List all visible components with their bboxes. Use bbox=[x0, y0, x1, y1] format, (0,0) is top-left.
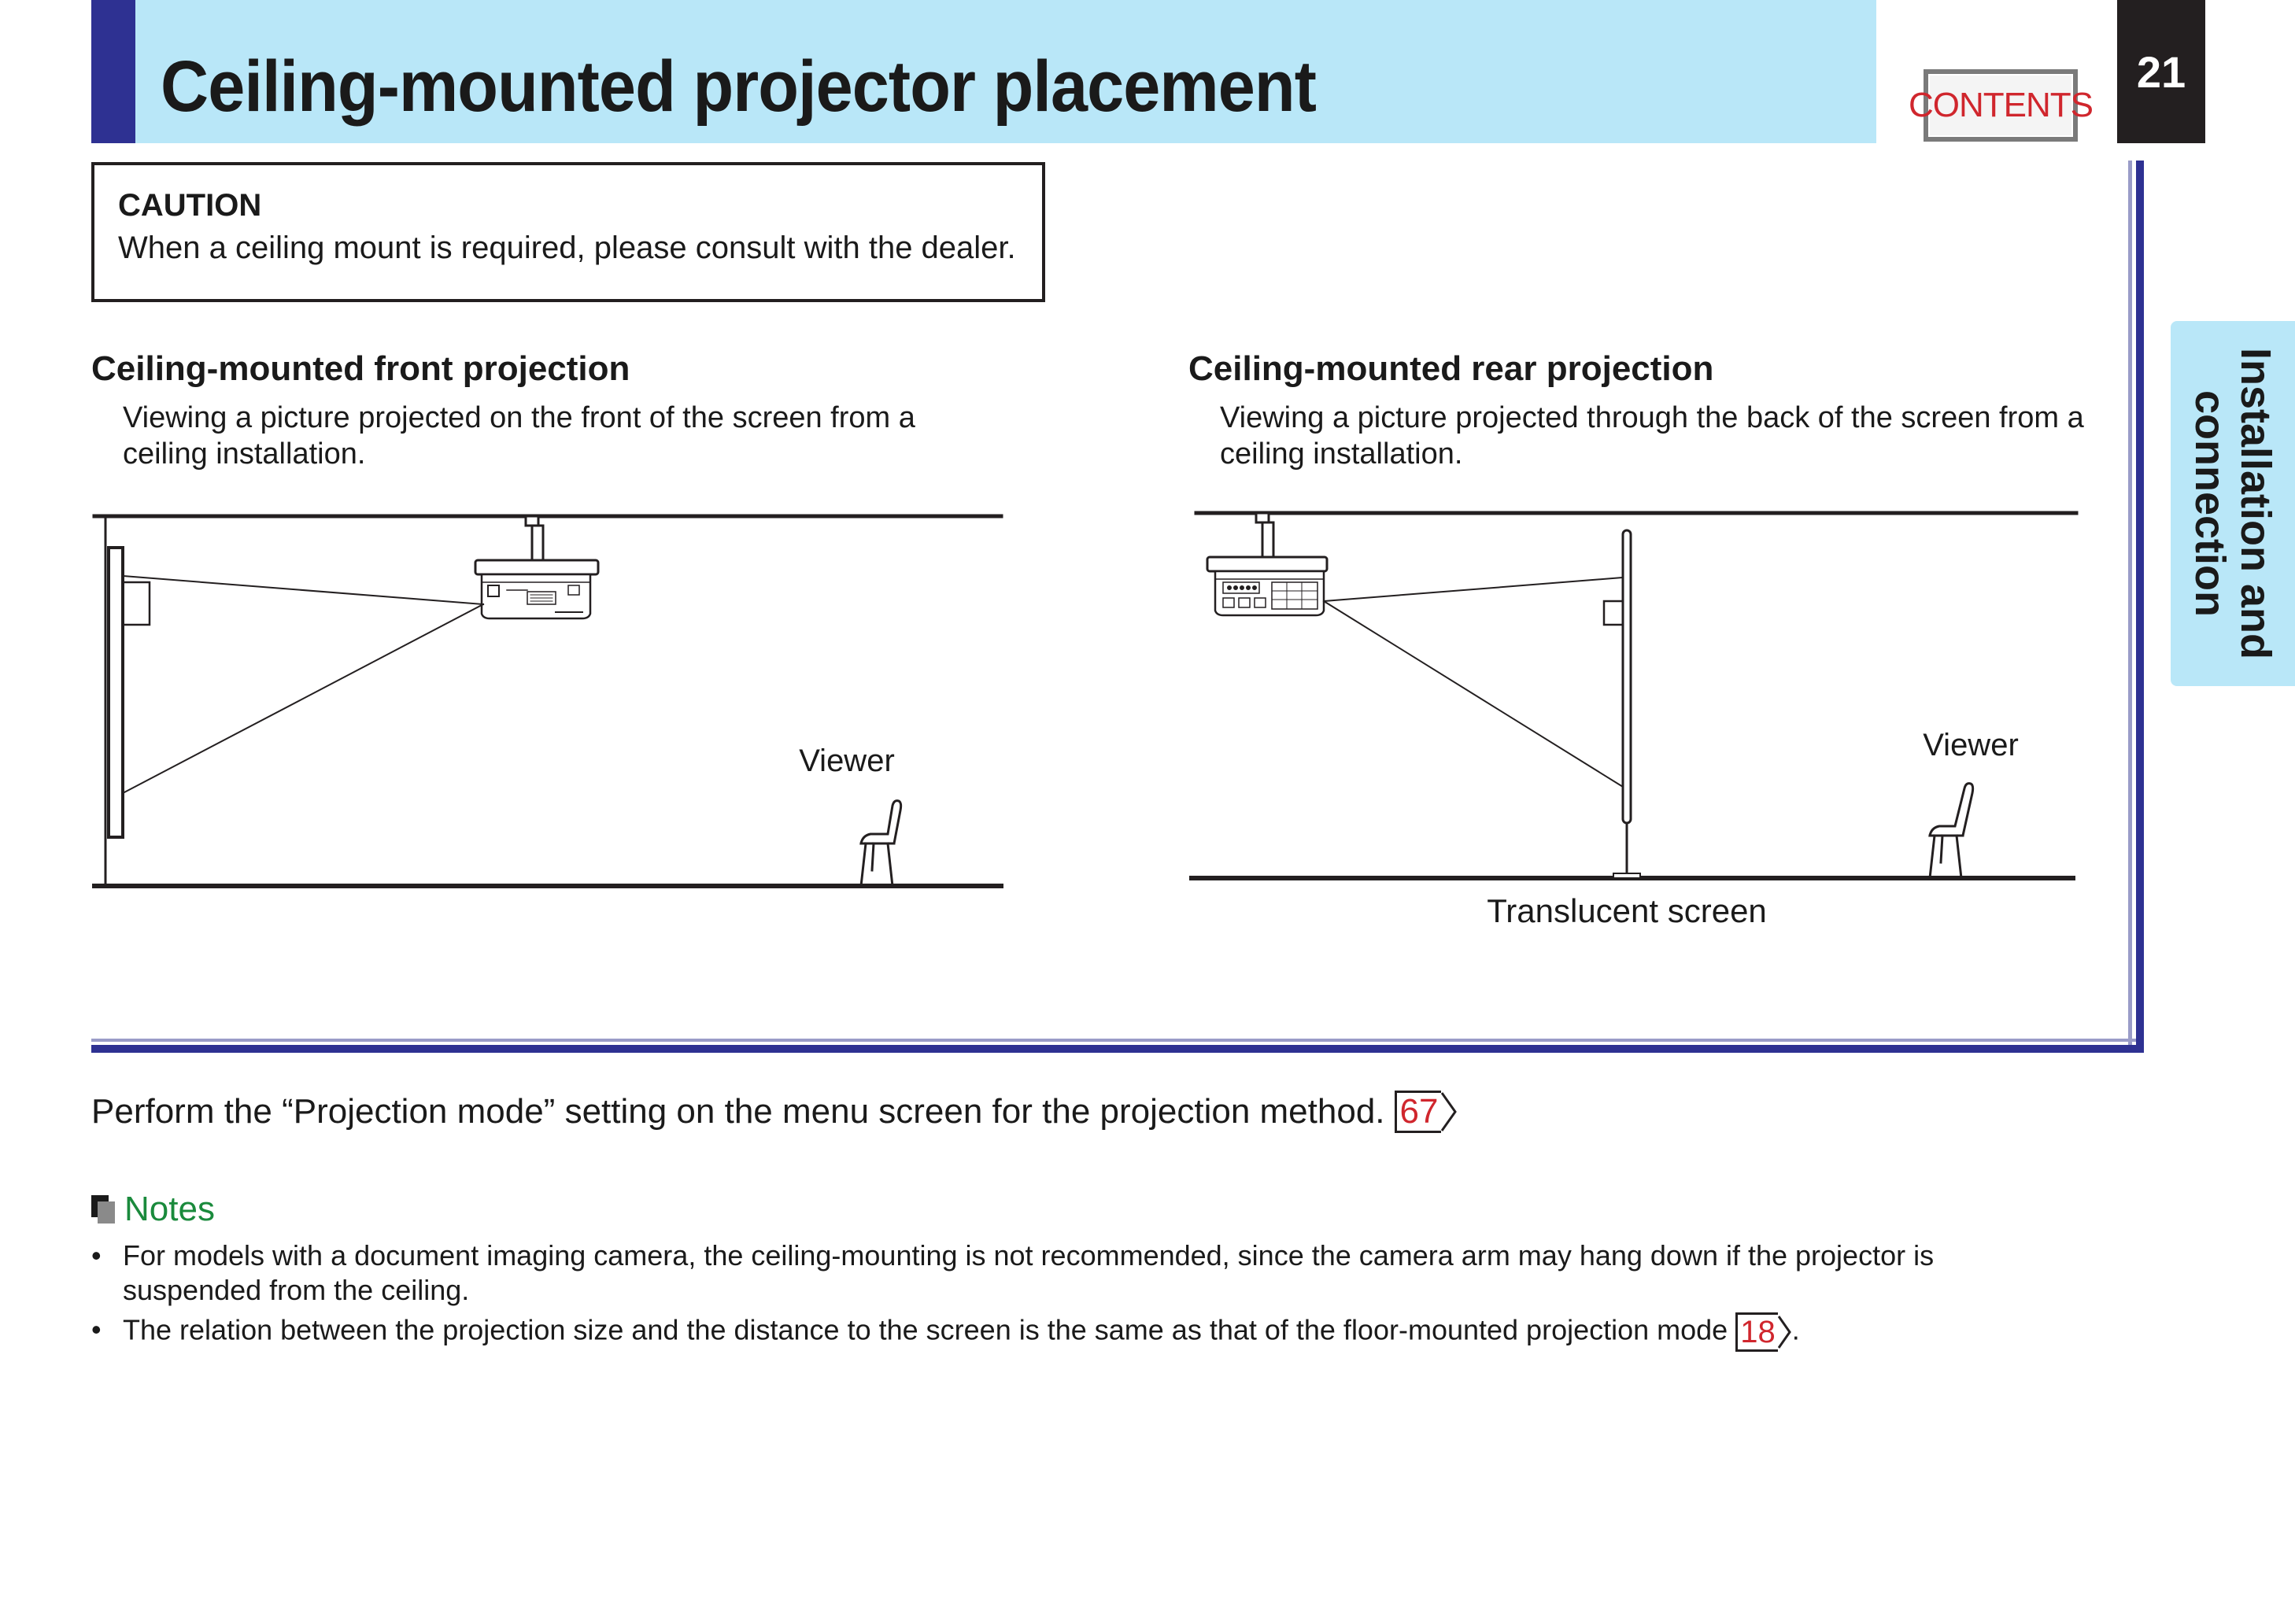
section-tab-line2: connection bbox=[2186, 389, 2234, 618]
ceiling-mount-pole bbox=[532, 526, 543, 560]
front-viewer-label: Viewer bbox=[799, 744, 895, 778]
page-title: Ceiling-mounted projector placement bbox=[161, 46, 1316, 127]
beam-top bbox=[1324, 578, 1623, 601]
screen bbox=[109, 548, 123, 837]
page-ref-link-67[interactable] bbox=[1395, 1091, 1459, 1133]
note-item bbox=[91, 1238, 2106, 1308]
frame-line-right-thick bbox=[2136, 161, 2144, 1053]
bullet: • bbox=[91, 1313, 102, 1345]
notes-icon bbox=[91, 1195, 115, 1224]
chevron-right-icon bbox=[1778, 1315, 1792, 1349]
screen-stand-base bbox=[1613, 873, 1640, 878]
frame-line-bottom-thin bbox=[91, 1039, 2136, 1042]
header-accent-stripe bbox=[91, 0, 135, 143]
screen-bracket bbox=[1604, 601, 1623, 625]
note-2-tail: . bbox=[1791, 1313, 1800, 1346]
ceiling-mount-pole bbox=[1262, 522, 1273, 557]
section-tab-line1: Installation and bbox=[2232, 347, 2280, 660]
viewer-chair bbox=[861, 801, 901, 886]
translucent-screen bbox=[1623, 530, 1631, 823]
rear-viewer-label: Viewer bbox=[1923, 728, 2019, 762]
notes-heading bbox=[91, 1190, 215, 1229]
projection-mode-text: Perform the “Projection mode” setting on the menu screen for the projection method. bbox=[91, 1092, 1385, 1131]
front-projection-diagram bbox=[87, 504, 1015, 897]
page-ref-number: 67 bbox=[1395, 1091, 1442, 1133]
page-ref-link-18[interactable]: 18 bbox=[1735, 1312, 1778, 1352]
note-1-line2: suspended from the ceiling. bbox=[123, 1274, 470, 1306]
section-tab-label bbox=[2171, 321, 2295, 686]
caution-text: When a ceiling mount is required, please consult with the dealer. bbox=[118, 231, 1016, 265]
screen-bracket bbox=[123, 582, 150, 625]
rear-projection-description bbox=[1220, 400, 2084, 472]
chevron-right-icon bbox=[1441, 1091, 1458, 1133]
rear-projection-diagram bbox=[1184, 504, 2112, 944]
beam-top bbox=[123, 576, 483, 604]
beam-bottom bbox=[1324, 601, 1623, 787]
rear-description-line2: ceiling installation. bbox=[1220, 437, 1463, 471]
note-2-text: The relation between the projection size and the distance to the screen is the same as that of the floor-mounted projection mode bbox=[123, 1313, 1728, 1346]
beam-bottom bbox=[123, 604, 483, 793]
frame-line-right-thin bbox=[2128, 161, 2132, 1053]
rear-description-line1: Viewing a picture projected through the back of the screen from a bbox=[1220, 401, 2084, 434]
front-projection-description bbox=[123, 400, 915, 472]
note-1-line1: For models with a document imaging camera, the ceiling-mounting is not recommended, since the camera arm may hang down if the projector is bbox=[123, 1239, 1935, 1272]
front-projection-heading: Ceiling-mounted front projection bbox=[91, 349, 630, 388]
projection-mode-instruction bbox=[91, 1091, 1458, 1133]
front-description-line1: Viewing a picture projected on the front of the screen from a bbox=[123, 401, 915, 434]
page-number: 21 bbox=[2117, 0, 2205, 143]
caution-box bbox=[91, 162, 1045, 302]
notes-heading-label: Notes bbox=[124, 1190, 215, 1228]
caution-title: CAUTION bbox=[118, 188, 262, 223]
rear-projection-heading: Ceiling-mounted rear projection bbox=[1188, 349, 1714, 388]
front-description-line2: ceiling installation. bbox=[123, 437, 366, 471]
contents-button[interactable] bbox=[1909, 69, 2093, 142]
ceiling-mount-plate bbox=[1207, 557, 1327, 571]
bullet: • bbox=[91, 1239, 102, 1272]
contents-button-label: CONTENTS bbox=[1928, 74, 2073, 137]
viewer-chair bbox=[1930, 784, 1973, 878]
frame-line-bottom-thick bbox=[91, 1045, 2144, 1053]
translucent-screen-label: Translucent screen bbox=[1487, 892, 1767, 929]
note-item bbox=[91, 1312, 2138, 1352]
ceiling-mount-plate bbox=[475, 560, 598, 574]
